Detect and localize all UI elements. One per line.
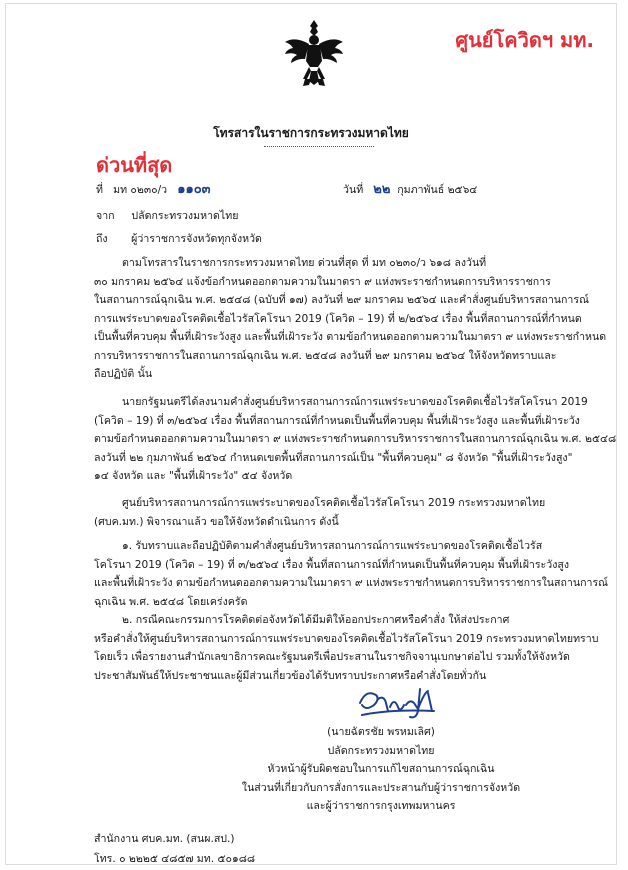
signatory-name: (นายฉัตรชัย พรหมเลิศ): [327, 726, 435, 738]
list-item-line: ฉุกเฉิน พ.ศ. ๒๕๔๘ โดยเคร่งครัด: [94, 595, 248, 608]
paragraph-line: การแพร่ระบาดของโรคติดเชื้อไวรัสโคโรนา 2019 (โควิด – 19) ที่ ๒/๒๕๖๔ เรื่อง พื้นที่สถานการณ์ที่กำหนด: [94, 312, 582, 325]
paragraph-line: ในสถานการณ์ฉุกเฉิน พ.ศ. ๒๕๔๘ (ฉบับที่ ๑๗) ลงวันที่ ๒๙ มกราคม ๒๕๖๔ และคำสั่งศูนย์บริหารสถานการณ์: [94, 294, 589, 306]
paragraph-line: นายกรัฐมนตรีได้ลงนามคำสั่งศูนย์บริหารสถานการณ์การแพร่ระบาดของโรคติดเชื้อไวรัสโคโรนา 2019: [122, 396, 588, 408]
footer-phone: โทร. ๐ ๒๒๒๕ ๔๘๕๗ มท. ๕๐๑๘๘: [94, 853, 256, 865]
handwritten-signature-icon: [354, 681, 446, 723]
covid-center-stamp: ศูนย์โควิดฯ มท.: [455, 28, 594, 52]
paragraph-line: ตามข้อกำหนดออกตามความในมาตรา ๙ แห่งพระราชกำหนดการบริหารราชการในสถานการณ์ฉุกเฉิน พ.ศ. ๒๕๔๘: [94, 433, 617, 445]
doc-date-rest: กุมภาพันธ์ ๒๕๖๔: [397, 184, 478, 196]
list-item-line: และพื้นที่เฝ้าระวัง ตามข้อกำหนดออกตามความในมาตรา ๙ แห่งพระราชกำหนดการบริหารราชการในสถานการณ์: [94, 577, 609, 589]
urgency-label: ด่วนที่สุด: [96, 153, 173, 177]
list-item-2: [94, 611, 599, 685]
signoff-block: [216, 723, 546, 816]
signatory-position: ปลัดกระทรวงมหาดไทย: [327, 744, 435, 757]
list-item-1: [94, 537, 609, 611]
signatory-position: และผู้ว่าราชการกรุงเทพมหานคร: [306, 800, 456, 812]
paragraph-2: [94, 393, 617, 486]
paragraph-line: การบริหารราชการในสถานการณ์ฉุกเฉิน พ.ศ. ๒๕๔๘ ลงวันที่ ๒๙ มกราคม ๒๕๖๔ ให้จังหวัดทราบและ: [94, 349, 557, 362]
to-label: ถึง: [96, 233, 108, 245]
paragraph-line: ศูนย์บริหารสถานการณ์การแพร่ระบาดของโรคติดเชื้อไวรัสโคโรนา 2019 กระทรวงมหาดไทย: [122, 497, 546, 509]
doc-number-label: ที่: [96, 184, 103, 196]
paragraph-line: (โควิด – 19) ที่ ๓/๒๕๖๔ เรื่อง พื้นที่สถานการณ์ที่กำหนดเป็นพื้นที่ควบคุม พื้นที่เฝ้าระวังสูง และพื้นที่เฝ้าระวัง: [94, 414, 580, 427]
footer-office: สำนักงาน ศบค.มท. (สนผ.สป.): [94, 833, 235, 845]
list-item-line: โดยเร็ว เพื่อรายงานสำนักเลขาธิการคณะรัฐมนตรีเพื่อประสานในราชกิจจานุเบกษาต่อไป รวมทั้งให้จังหวัด: [94, 651, 570, 663]
to-value: ผู้ว่าราชการจังหวัดทุกจังหวัด: [131, 233, 262, 245]
doc-date-label: วันที่: [343, 184, 364, 196]
paragraph-line: ลงวันที่ ๒๒ กุมภาพันธ์ ๒๕๖๔ กำหนดเขตพื้นที่สถานการณ์เป็น "พื้นที่ควบคุม" ๘ จังหวัด "พื้นที่เฝ้าระวังสูง": [94, 451, 573, 464]
paragraph-3: [94, 494, 561, 531]
list-item-line: ๒. กรณีคณะกรรมการโรคติดต่อจังหวัดได้มีมติให้ออกประกาศหรือคำสั่ง ให้ส่งประกาศ: [122, 614, 510, 626]
garuda-emblem-icon: [283, 18, 345, 90]
signatory-position: หัวหน้าผู้รับผิดชอบในการแก้ไขสถานการณ์ฉุกเฉิน: [267, 763, 495, 775]
paragraph-line: เป็นพื้นที่ควบคุม พื้นที่เฝ้าระวังสูง และพื้นที่เฝ้าระวัง ตามข้อกำหนดออกตามความในมาตรา ๙ แห่งพระราชกำหนด: [94, 331, 607, 343]
doc-date-day: ๒๒: [373, 182, 391, 197]
from-label: จาก: [96, 210, 115, 222]
doc-number-value: มท ๐๒๓๐/ว: [113, 184, 168, 196]
signatory-position: ในส่วนที่เกี่ยวกับการสั่งการและประสานกับผู้ว่าราชการจังหวัด: [241, 781, 521, 794]
paragraph-line: ๓๐ มกราคม ๒๕๖๔ แจ้งข้อกำหนดออกตามความในมาตรา ๙ แห่งพระราชกำหนดการบริหารราชการ: [94, 275, 551, 288]
from-value: ปลัดกระทรวงมหาดไทย: [131, 210, 239, 222]
document-title: โทรสารในราชการกระทรวงมหาดไทย: [213, 126, 409, 140]
paragraph-line: (ศบค.มท.) พิจารณาแล้ว ขอให้จังหวัดดำเนินการ ดังนี้: [94, 515, 339, 528]
to-row: [96, 230, 262, 249]
list-item-line: ๑. รับทราบและถือปฏิบัติตามคำสั่งศูนย์บริหารสถานการณ์การแพร่ระบาดของโรคติดเชื้อไวรัส: [122, 540, 543, 552]
paragraph-line: ถือปฏิบัติ นั้น: [94, 368, 153, 380]
list-item-line: หรือคำสั่งให้ศูนย์บริหารสถานการณ์การแพร่ระบาดของโรคติดเชื้อไวรัสโคโรนา 2019 กระทรวงมหาดไทยทราบ: [94, 632, 599, 645]
doc-number-handwritten: ๑๑๐๓: [177, 182, 211, 197]
doc-number-row: [96, 180, 211, 200]
paragraph-line: ๑๔ จังหวัด และ "พื้นที่เฝ้าระวัง" ๕๔ จังหวัด: [94, 470, 293, 482]
paragraph-1: [94, 254, 607, 384]
document-page: [5, 3, 617, 865]
from-row: [96, 207, 238, 226]
doc-date-row: [343, 180, 477, 200]
title-dotted-line: [264, 146, 374, 147]
paragraph-line: ตามโทรสารในราชการกระทรวงมหาดไทย ด่วนที่สุด ที่ มท ๐๒๓๐/ว ๖๑๘ ลงวันที่: [122, 257, 487, 269]
list-item-line: โคโรนา 2019 (โควิด – 19) ที่ ๓/๒๕๖๔ เรื่อง พื้นที่สถานการณ์ที่กำหนดเป็นพื้นที่ควบคุม พื้นที่เฝ้าระวังสูง: [94, 558, 570, 571]
list-item-line: ประชาสัมพันธ์ให้ประชาชนและผู้มีส่วนเกี่ยวข้องได้รับทราบประกาศหรือคำสั่งโดยทั่วกัน: [94, 669, 487, 682]
